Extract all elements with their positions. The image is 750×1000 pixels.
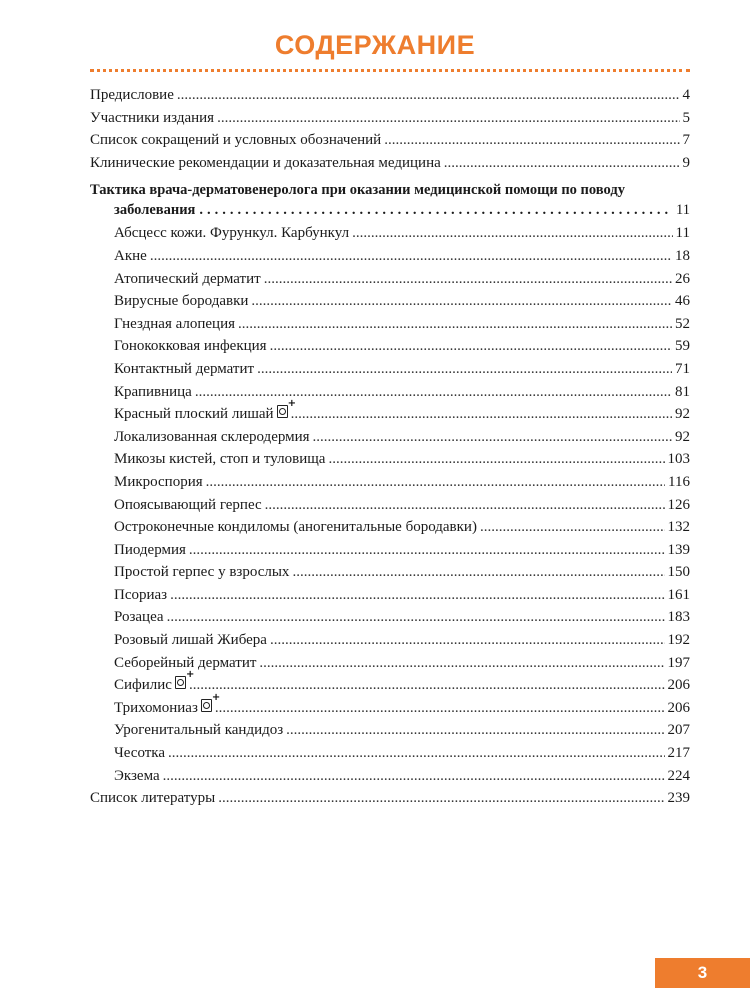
toc-entry-page: 5	[682, 109, 690, 126]
toc-subentry[interactable]	[90, 245, 690, 268]
toc-entry-label: Гнездная алопеция	[114, 315, 236, 332]
toc-subentry[interactable]	[90, 584, 690, 607]
toc-entry-page: 192	[667, 632, 690, 649]
toc-entry-label: Крапивница	[114, 383, 192, 400]
dot-leader	[218, 787, 664, 810]
toc-entry-label: Остроконечные кондиломы (аногенитальные бородавки)	[114, 519, 477, 536]
toc-entry-label: Вирусные бородавки	[114, 293, 249, 310]
toc-subentry[interactable]	[90, 381, 690, 404]
dot-leader	[170, 584, 664, 607]
toc-entry-label: Себорейный дерматит	[114, 654, 257, 671]
dot-leader	[286, 719, 664, 742]
toc-entry-label: Список сокращений и условных обозначений	[90, 132, 382, 149]
toc-entry-page: 52	[675, 315, 690, 332]
toc-subentry[interactable]	[90, 697, 690, 720]
dot-leader	[328, 448, 664, 471]
dot-leader	[217, 107, 679, 130]
online-resource-icon	[175, 676, 186, 689]
toc-subentry[interactable]	[90, 222, 690, 245]
section-heading-line2: заболевания	[114, 202, 196, 219]
toc-entry-label: Клинические рекомендации и доказательная медицина	[90, 154, 441, 171]
toc-entry-label: Чесотка	[114, 745, 166, 762]
toc-entry-label: Трихомониаз	[114, 699, 198, 716]
toc-subentry[interactable]	[90, 335, 690, 358]
toc-entry[interactable]	[90, 84, 690, 107]
toc-entry-label: Гонококковая инфекция	[114, 338, 267, 355]
toc-entry-label: Акне	[114, 247, 147, 264]
toc-entry-label: Участники издания	[90, 109, 215, 126]
toc-entry-label: Псориаз	[114, 586, 168, 603]
toc-entry-label: Микозы кистей, стоп и туловища	[114, 451, 326, 468]
dot-leader	[257, 358, 672, 381]
dot-leader	[168, 742, 664, 765]
toc-entry-page: 11	[675, 225, 690, 242]
toc-entry-label: Красный плоский лишай	[114, 406, 274, 423]
toc-entry-page: 92	[675, 428, 690, 445]
toc-subentry[interactable]	[90, 606, 690, 629]
toc-entry-label: Предисловие	[90, 87, 174, 103]
toc-subentry[interactable]	[90, 765, 690, 788]
toc-entry-page: 206	[667, 699, 690, 716]
toc-entry-page: 7	[682, 132, 690, 149]
dot-leader	[352, 222, 672, 245]
toc-entry[interactable]	[90, 787, 690, 810]
dot-leader	[313, 426, 672, 449]
toc-entry-label: Абсцесс кожи. Фурункул. Карбункул	[114, 225, 350, 242]
dot-leader	[189, 674, 665, 697]
toc-entry-page: 9	[682, 154, 690, 171]
toc-entry-label: Розовый лишай Жибера	[114, 632, 267, 649]
dot-leader	[270, 335, 672, 358]
toc-entry-page: 150	[667, 564, 690, 581]
section-heading-line1: Тактика врача-дерматовенеролога при оказании медицинской помощи по поводу	[90, 182, 625, 199]
dot-leader	[264, 268, 672, 291]
toc-entry-page: 126	[667, 496, 690, 513]
dot-leader	[199, 200, 672, 220]
toc-entry-label: Атопический дерматит	[114, 270, 261, 287]
toc-subentry[interactable]	[90, 494, 690, 517]
toc-entry-label: Урогенитальный кандидоз	[114, 722, 284, 739]
online-resource-icon	[277, 405, 288, 418]
title-dotted-rule	[90, 69, 690, 72]
toc-entry-page: 132	[667, 519, 690, 536]
toc-section-heading[interactable]	[90, 180, 690, 220]
toc-subentry[interactable]	[90, 539, 690, 562]
dot-leader	[189, 539, 665, 562]
toc-entry-label: Сифилис	[114, 677, 172, 694]
toc-subentry[interactable]	[90, 313, 690, 336]
toc-subentry[interactable]	[90, 403, 690, 426]
toc-entry-page: 92	[675, 406, 690, 423]
toc-entry-page: 116	[668, 473, 690, 490]
toc-entry-page: 206	[667, 677, 690, 694]
dot-leader	[259, 652, 664, 675]
toc-subentry[interactable]	[90, 629, 690, 652]
toc-subentry[interactable]	[90, 652, 690, 675]
dot-leader	[251, 290, 672, 313]
dot-leader	[384, 129, 679, 152]
section-page: 11	[676, 202, 690, 219]
toc-subentry[interactable]	[90, 268, 690, 291]
toc-entry[interactable]	[90, 152, 690, 175]
toc-entry-label: Список литературы	[90, 790, 216, 807]
toc-entry-page: 71	[675, 360, 690, 377]
toc-entry-label: Локализованная склеродермия	[114, 428, 310, 445]
toc-subentry[interactable]	[90, 471, 690, 494]
dot-leader	[292, 561, 664, 584]
toc-entry-page: 103	[667, 451, 690, 468]
toc-entry-page: 18	[675, 247, 690, 264]
toc-entry-page: 217	[667, 745, 690, 762]
toc-subentry[interactable]	[90, 290, 690, 313]
toc-subentry[interactable]	[90, 719, 690, 742]
table-of-contents	[90, 84, 690, 810]
toc-entry-label: Экзема	[114, 767, 160, 784]
toc-entry-page: 183	[667, 609, 690, 626]
toc-subentry[interactable]	[90, 561, 690, 584]
toc-subentry[interactable]	[90, 448, 690, 471]
toc-entry-page: 161	[667, 586, 690, 603]
toc-entry-page: 224	[667, 767, 690, 784]
dot-leader	[177, 84, 680, 107]
toc-entry[interactable]	[90, 107, 690, 130]
toc-subentry[interactable]	[90, 358, 690, 381]
toc-entry-page: 46	[675, 293, 690, 310]
dot-leader	[238, 313, 672, 336]
page-number-tab: 3	[655, 958, 750, 988]
dot-leader	[206, 471, 665, 494]
dot-leader	[150, 245, 672, 268]
dot-leader	[195, 381, 672, 404]
dot-leader	[270, 629, 665, 652]
toc-entry-page: 239	[667, 790, 690, 807]
dot-leader	[215, 697, 665, 720]
toc-entry[interactable]	[90, 129, 690, 152]
dot-leader	[480, 516, 665, 539]
toc-subentry[interactable]	[90, 426, 690, 449]
dot-leader	[444, 152, 680, 175]
toc-entry-page: 59	[675, 338, 690, 355]
page-title: СОДЕРЖАНИЕ	[274, 30, 476, 60]
toc-entry-page: 26	[675, 270, 690, 287]
toc-entry-page: 139	[667, 541, 690, 558]
toc-entry-page: 81	[675, 383, 690, 400]
dot-leader	[167, 606, 665, 629]
toc-subentry[interactable]	[90, 742, 690, 765]
toc-entry-label: Контактный дерматит	[114, 360, 255, 377]
toc-entry-label: Опоясывающий герпес	[114, 496, 262, 513]
toc-entry-page: 197	[667, 654, 690, 671]
dot-leader	[265, 494, 665, 517]
toc-entry-label: Микроспория	[114, 473, 203, 490]
toc-subentry[interactable]	[90, 516, 690, 539]
toc-entry-page: 207	[667, 722, 690, 739]
toc-entry-label: Пиодермия	[114, 541, 186, 558]
online-resource-icon	[201, 699, 212, 712]
toc-entry-page: 4	[682, 87, 690, 103]
toc-subentry[interactable]	[90, 674, 690, 697]
dot-leader	[291, 403, 672, 426]
dot-leader	[163, 765, 665, 788]
toc-entry-label: Простой герпес у взрослых	[114, 564, 290, 581]
toc-entry-label: Розацеа	[114, 609, 164, 626]
